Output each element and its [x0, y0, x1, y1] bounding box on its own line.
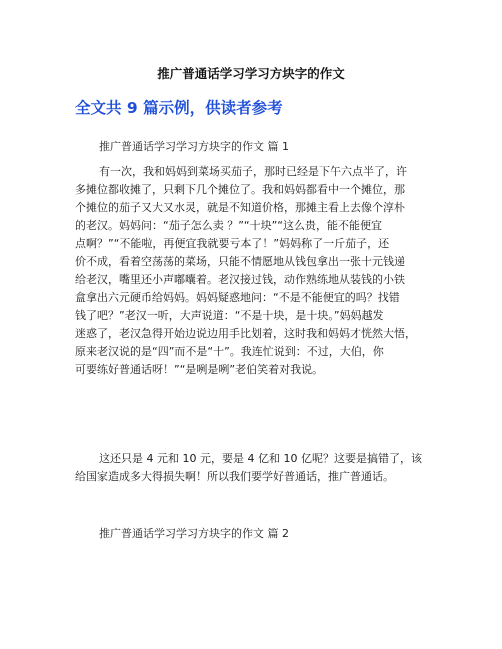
section-1-paragraph-2 [75, 450, 435, 486]
paragraph-line: 个摊位的茄子又大又水灵，就是不知道价格，那摊主看上去像个淳朴 [75, 201, 405, 214]
section-heading-1: 推广普通话学习学习方块字的作文 篇 1 [99, 140, 289, 153]
document-title: 推广普通话学习学习方块字的作文 [157, 66, 345, 81]
document-subtitle: 全文共 9 篇示例，供读者参考 [75, 99, 283, 117]
paragraph-line: 迷惑了，老汉急得开始边说边用手比划着，这时我和妈妈才恍然大悟， [75, 327, 416, 340]
paragraph-line: 可要练好普通话呀！”“是咧是咧”老伯笑着对我说。 [75, 363, 324, 376]
paragraph-line: 多摊位都收摊了，只剩下几个摊位了。我和妈妈都看中一个摊位，那 [75, 183, 405, 196]
paragraph-line: 给国家造成多大得损失啊！所以我们要学好普通话，推广普通话。 [75, 470, 394, 483]
section-1-paragraph-1 [75, 163, 435, 379]
paragraph-line: 给老汉，嘴里还小声嘟囔着。老汉接过钱，动作熟练地从装钱的小铁 [75, 273, 405, 286]
paragraph-line: 原来老汉说的是“四”而不是“十”。我连忙说到：不过，大伯，你 [75, 345, 384, 358]
paragraph-line: 的老汉。妈妈问：“茄子怎么卖 ？”“十块”“这么贵，能不能便宜 [75, 219, 382, 232]
paragraph-line: 有一次，我和妈妈到菜场买茄子，那时已经是下午六点半了，许 [99, 165, 407, 178]
paragraph-line: 价不成，看着空荡荡的菜场，只能不情愿地从钱包拿出一张十元钱递 [75, 255, 405, 268]
paragraph-line: 盒拿出六元硬币给妈妈。妈妈疑惑地问：“不是不能便宜的吗？找错 [75, 291, 400, 304]
paragraph-line: 点啊？”“不能啦，再便宜我就要亏本了！”妈妈称了一斤茄子，还 [75, 237, 390, 250]
paragraph-line: 这还只是 4 元和 10 元，要是 4 亿和 10 亿呢？这要是搞错了，该 [99, 452, 422, 465]
section-heading-2: 推广普通话学习学习方块字的作文 篇 2 [99, 527, 289, 540]
paragraph-line: 钱了吧？”老汉一听，大声说道：“不是十块，是十块。”妈妈越发 [75, 309, 384, 322]
